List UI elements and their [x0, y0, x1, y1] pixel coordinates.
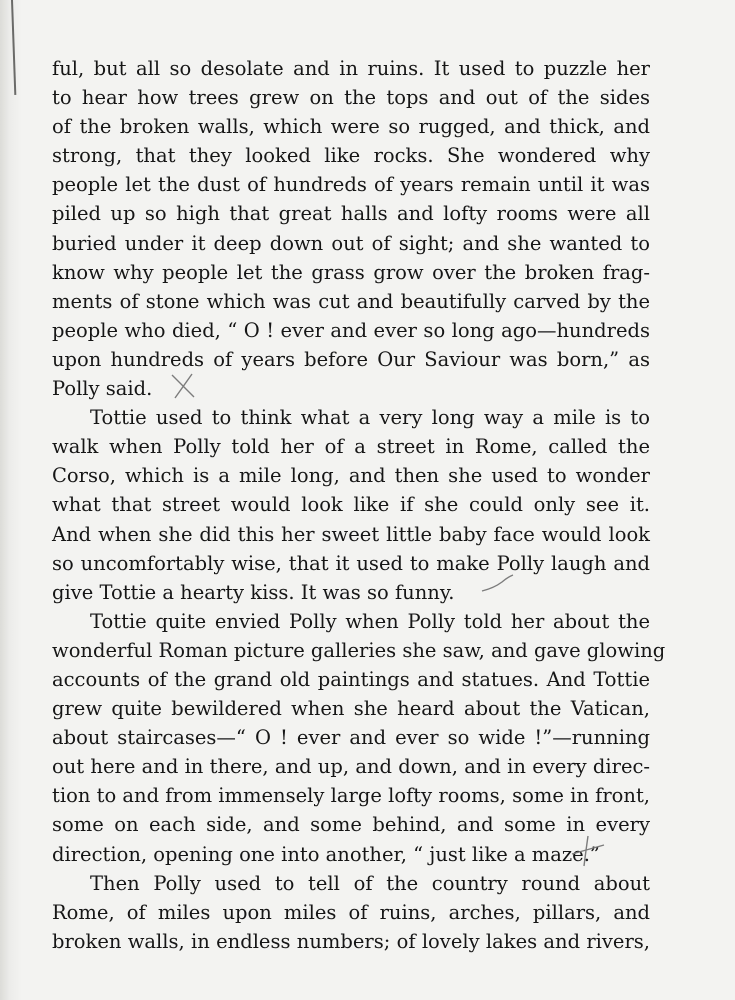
text-line: grew quite bewildered when she heard about the Vatican,	[52, 697, 650, 721]
text-line: people let the dust of hundreds of years remain until it was	[52, 173, 650, 197]
text-line: what that street would look like if she could only see it.	[52, 493, 650, 517]
text-line: Rome, of miles upon miles of ruins, arches, pillars, and	[52, 900, 650, 924]
text-line: so uncomfortably wise, that it used to make Polly laugh and	[52, 551, 650, 575]
text-line: strong, that they looked like rocks. She wondered why	[52, 144, 650, 168]
text-line: And when she did this her sweet little baby face would look	[52, 522, 650, 546]
text-line: accounts of the grand old paintings and statues. And Tottie	[52, 667, 650, 691]
text-line: upon hundreds of years before Our Saviour was born,” as	[52, 347, 650, 371]
text-line: tion to and from immensely large lofty rooms, some in front,	[52, 784, 650, 808]
text-line: wonderful Roman picture galleries she saw, and gave glowing	[52, 638, 666, 662]
text-line: Polly said.	[52, 377, 153, 401]
body-text	[52, 54, 666, 956]
text-line: ments of stone which was cut and beautifully carved by the	[52, 289, 650, 313]
text-line: Then Polly used to tell of the country round about	[90, 871, 650, 895]
text-line: give Tottie a hearty kiss. It was so funny.	[52, 580, 455, 604]
text-line: about staircases—“ O ! ever and ever so wide !”—running	[52, 726, 650, 750]
page-binding-edge	[0, 0, 22, 1000]
pencil-cross-mark	[566, 832, 610, 872]
text-line: Tottie quite envied Polly when Polly told her about the	[90, 609, 650, 633]
text-line: buried under it deep down out of sight; and she wanted to	[52, 231, 650, 255]
text-line: Tottie used to think what a very long way a mile is to	[90, 406, 650, 430]
text-line: out here and in there, and up, and down, and in every direc-	[52, 755, 650, 779]
text-line: people who died, “ O ! ever and ever so long ago—hundreds	[52, 318, 650, 342]
pencil-x-mark	[166, 371, 200, 401]
text-line: piled up so high that great halls and lofty rooms were all	[52, 202, 650, 226]
text-line: direction, opening one into another, “ just like a maze.”	[52, 842, 600, 866]
text-line: broken walls, in endless numbers; of lovely lakes and rivers,	[52, 929, 650, 953]
text-line: know why people let the grass grow over the broken frag-	[52, 260, 650, 284]
text-line: walk when Polly told her of a street in Rome, called the	[52, 435, 650, 459]
text-line: some on each side, and some behind, and some in every	[52, 813, 650, 837]
pencil-dash-mark	[478, 572, 518, 596]
text-line: of the broken walls, which were so rugged, and thick, and	[52, 115, 650, 139]
text-line: Corso, which is a mile long, and then she used to wonder	[52, 464, 650, 488]
text-line: to hear how trees grew on the tops and out of the sides	[52, 86, 650, 110]
text-line: ful, but all so desolate and in ruins. It used to puzzle her	[52, 57, 650, 80]
